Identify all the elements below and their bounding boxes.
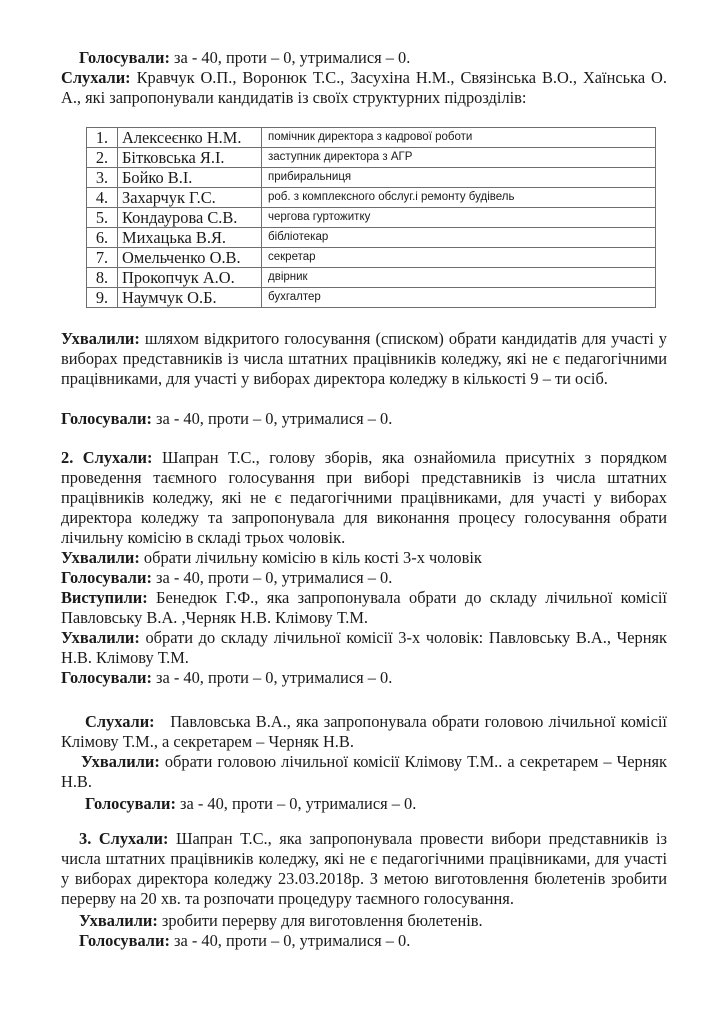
item-2-decision-2 <box>61 628 667 668</box>
candidate-position: прибиральниця <box>262 168 656 188</box>
item-3-label: 3. Слухали: <box>79 829 169 848</box>
vote-result-2 <box>61 409 667 429</box>
vote-label: Голосували: <box>79 48 170 67</box>
heard-intro <box>61 68 667 108</box>
table-row <box>87 248 656 268</box>
decision-label: Ухвалили: <box>61 548 140 567</box>
row-number: 6. <box>87 228 118 248</box>
vote-result-3 <box>61 568 667 588</box>
candidate-position: секретар <box>262 248 656 268</box>
item-2-text: Шапран Т.С., голову зборів, яка ознайомила присутніх з порядком проведення таємного голосування при виборі представників із числа штатних працівників коледжу, які не є педагогічними працівниками, для участі у виборах директора коледжу та запропонувала для виконання процесу голосування обрати лічильну комісію в складі трьох чоловік. <box>61 448 667 547</box>
table-row <box>87 208 656 228</box>
table-row <box>87 268 656 288</box>
decision-label: Ухвалили: <box>61 628 140 647</box>
row-number: 7. <box>87 248 118 268</box>
item-2b-heard <box>61 712 667 752</box>
item-3-heard <box>61 829 667 909</box>
table-row <box>87 168 656 188</box>
decision-text: шляхом відкритого голосування (списком) обрати кандидатів для участі у виборах представників із числа штатних працівників коледжу, які не є педагогічними працівниками, для участі у виборах директора коледжу в кількості 9 – ти осіб. <box>61 329 667 388</box>
candidate-name: Алексеєнко Н.М. <box>118 128 262 148</box>
decision-text: зробити перерву для виготовлення бюлетенів. <box>161 911 483 930</box>
candidate-name: Бітковська Я.І. <box>118 148 262 168</box>
heard-text: Павловська В.А., яка запропонувала обрати головою лічильної комісії Клімову Т.М., а секретарем – Черняк Н.В. <box>61 712 667 751</box>
item-3-text: Шапран Т.С., яка запропонувала провести вибори представників із числа штатних працівників коледжу, які не є педагогічними працівниками, для участі у виборах директора коледжу 23.03.2018р. З метою виготовлення бюлетенів зробити перерву на 20 хв. та розпочати процедуру таємного голосування. <box>61 829 667 908</box>
vote-text: за - 40, проти – 0, утрималися – 0. <box>156 668 393 687</box>
vote-result-6 <box>61 931 667 951</box>
candidate-position: заступник директора з АГР <box>262 148 656 168</box>
table-row <box>87 288 656 308</box>
candidate-position: двірник <box>262 268 656 288</box>
spoke-text: Бенедюк Г.Ф., яка запропонувала обрати до складу лічильної комісії Павловську В.А. ,Черняк Н.В. Клімову Т.М. <box>61 588 667 627</box>
spoke-label: Виступили: <box>61 588 148 607</box>
candidate-position: помічник директора з кадрової роботи <box>262 128 656 148</box>
item-2-spoke <box>61 588 667 628</box>
decision-label: Ухвалили: <box>61 329 140 348</box>
candidate-name: Михацька В.Я. <box>118 228 262 248</box>
candidate-position: бібліотекар <box>262 228 656 248</box>
row-number: 9. <box>87 288 118 308</box>
item-2-decision <box>61 548 667 568</box>
item-2b-decision <box>61 752 667 792</box>
decision-text: обрати головою лічильної комісії Клімову Т.М.. а секретарем – Черняк Н.В. <box>61 752 667 791</box>
decision-label: Ухвалили: <box>79 911 158 930</box>
decision-label: Ухвалили: <box>81 752 160 771</box>
candidate-name: Кондаурова С.В. <box>118 208 262 228</box>
vote-text: за - 40, проти – 0, утрималися – 0. <box>156 568 393 587</box>
vote-label: Голосували: <box>79 931 170 950</box>
heard-label: Слухали: <box>61 68 131 87</box>
vote-label: Голосували: <box>61 409 152 428</box>
vote-label: Голосували: <box>85 794 176 813</box>
vote-text: за - 40, проти – 0, утрималися – 0. <box>156 409 393 428</box>
candidate-position: чергова гуртожитку <box>262 208 656 228</box>
heard-text: Кравчук О.П., Воронюк Т.С., Засухіна Н.М., Связінська В.О., Хаїнська О. А., які запропонували кандидатів із своїх структурних підрозділів: <box>61 68 667 107</box>
vote-text: за - 40, проти – 0, утрималися – 0. <box>180 794 417 813</box>
table-row <box>87 128 656 148</box>
candidate-position: роб. з комплексного обслуг.і ремонту будівель <box>262 188 656 208</box>
candidate-name: Омельченко О.В. <box>118 248 262 268</box>
vote-result-1 <box>61 48 667 68</box>
item-3-decision <box>61 911 667 931</box>
vote-result-5 <box>61 794 667 814</box>
row-number: 5. <box>87 208 118 228</box>
vote-label: Голосували: <box>61 668 152 687</box>
row-number: 4. <box>87 188 118 208</box>
decision-1 <box>61 329 667 389</box>
row-number: 2. <box>87 148 118 168</box>
candidate-name: Наумчук О.Б. <box>118 288 262 308</box>
decision-text: обрати до складу лічильної комісії 3-х чоловік: Павловську В.А., Черняк Н.В. Клімову Т.М. <box>61 628 667 667</box>
heard-label: Слухали: <box>85 712 155 731</box>
row-number: 3. <box>87 168 118 188</box>
row-number: 1. <box>87 128 118 148</box>
table-row <box>87 188 656 208</box>
item-2-label: 2. Слухали: <box>61 448 153 467</box>
vote-text: за - 40, проти – 0, утрималися – 0. <box>174 931 411 950</box>
candidate-name: Прокопчук А.О. <box>118 268 262 288</box>
table-row <box>87 148 656 168</box>
item-2-heard <box>61 448 667 548</box>
vote-label: Голосували: <box>61 568 152 587</box>
candidate-name: Захарчук Г.С. <box>118 188 262 208</box>
row-number: 8. <box>87 268 118 288</box>
decision-text: обрати лічильну комісію в кіль кості 3-х чоловік <box>143 548 482 567</box>
candidate-position: бухгалтер <box>262 288 656 308</box>
vote-result-4 <box>61 668 667 688</box>
table-row <box>87 228 656 248</box>
candidate-name: Бойко В.І. <box>118 168 262 188</box>
candidates-table <box>86 127 656 308</box>
vote-text: за - 40, проти – 0, утрималися – 0. <box>174 48 411 67</box>
